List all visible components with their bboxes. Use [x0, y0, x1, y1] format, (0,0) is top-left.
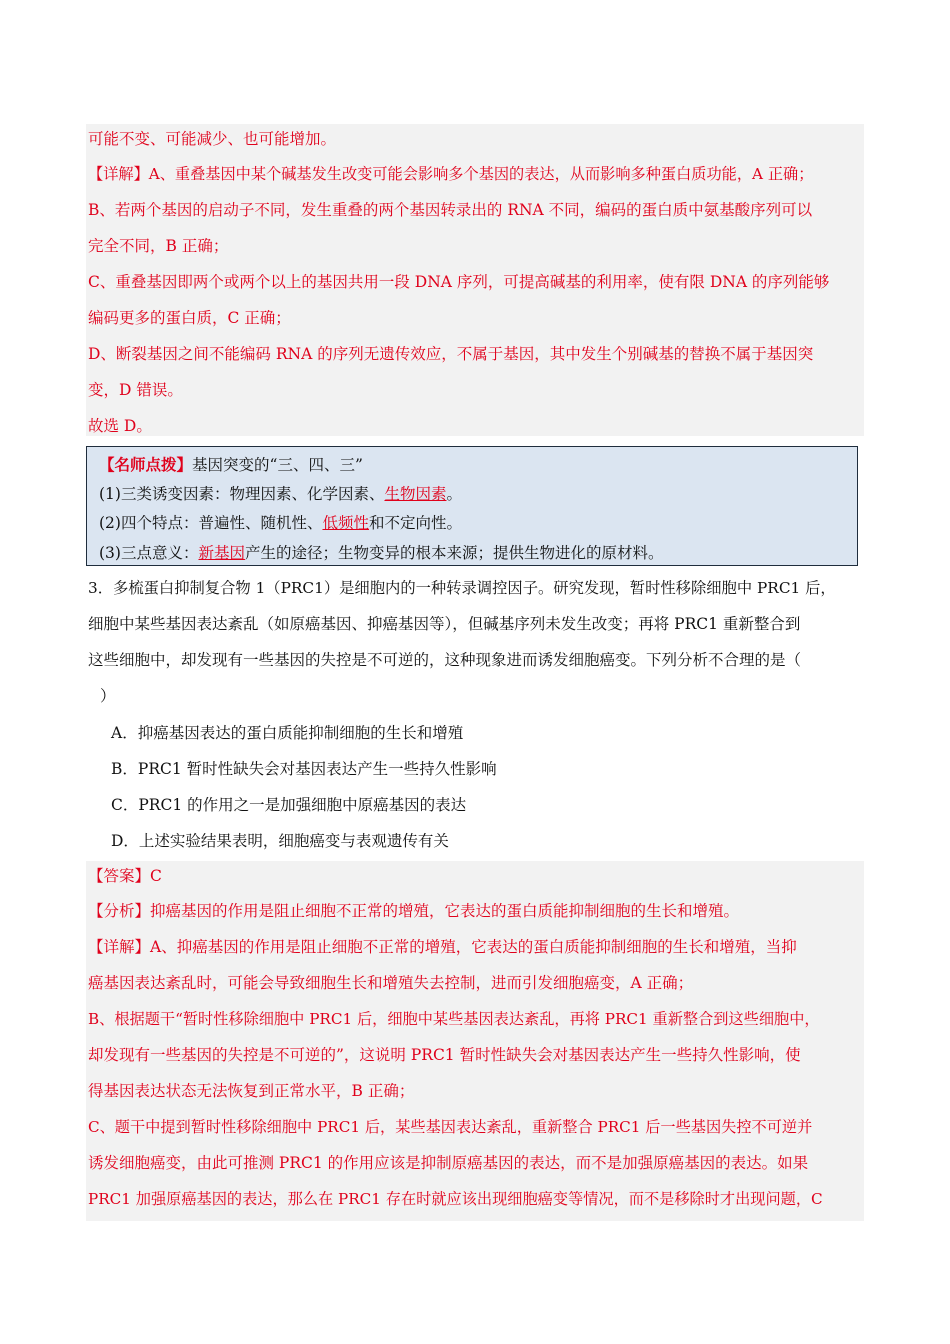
tip-keyword: 低频性 — [322, 514, 369, 532]
answer-line: 变，D 错误。 — [88, 381, 183, 399]
answer-line: 【分析】抑癌基因的作用是阻止细胞不正常的增殖，它表达的蛋白质能抑制细胞的生长和增殖。 — [88, 902, 740, 920]
answer-line: 癌基因表达紊乱时，可能会导致细胞生长和增殖失去控制，进而引发细胞癌变，A 正确； — [88, 974, 694, 992]
tip-text: (1)三类诱变因素：物理因素、化学因素、 — [99, 485, 385, 503]
answer-line: 诱发细胞癌变，由此可推测 PRC1 的作用应该是抑制原癌基因的表达，而不是加强原癌基因的表达。如果 — [88, 1154, 809, 1172]
answer-line: PRC1 加强原癌基因的表达，那么在 PRC1 存在时就应该出现细胞癌变等情况，而不是移除时才出现问题，C — [88, 1190, 823, 1208]
answer-line: 【详解】A、抑癌基因的作用是阻止细胞不正常的增殖，它表达的蛋白质能抑制细胞的生长和增殖，当抑 — [88, 938, 797, 956]
tip-keyword: 新基因 — [198, 544, 245, 562]
answer-line: D、断裂基因之间不能编码 RNA 的序列无遗传效应，不属于基因，其中发生个别碱基的替换不属于基因突 — [88, 345, 814, 363]
option-d: D．上述实验结果表明，细胞癌变与表观遗传有关 — [111, 832, 449, 850]
answer-line: B、若两个基因的启动子不同，发生重叠的两个基因转录出的 RNA 不同，编码的蛋白质中氨基酸序列可以 — [88, 201, 813, 219]
option-a: A．抑癌基因表达的蛋白质能抑制细胞的生长和增殖 — [111, 724, 464, 742]
tip-keyword: 生物因素 — [384, 485, 447, 503]
answer-line: 可能不变、可能减少、也可能增加。 — [88, 130, 337, 148]
tip-text: 产生的途径；生物变异的根本来源；提供生物进化的原材料。 — [244, 544, 664, 562]
question-stem-line: 这些细胞中，却发现有一些基因的失控是不可逆的，这种现象进而诱发细胞癌变。下列分析不合理的是（ — [88, 651, 802, 669]
tip-tag: 【名师点拨】 — [99, 455, 193, 474]
tip-text: (3)三点意义： — [99, 544, 199, 562]
answer-line: 故选 D。 — [88, 417, 152, 435]
tip-title-line — [99, 455, 363, 475]
tip-title: 基因突变的“三、四、三” — [192, 456, 363, 474]
answer-line: 【详解】A、重叠基因中某个碱基发生改变可能会影响多个基因的表达，从而影响多种蛋白质功能，A 正确； — [88, 165, 814, 183]
question-stem-line: 细胞中某些基因表达紊乱（如原癌基因、抑癌基因等），但碱基序列未发生改变；再将 PRC1 重新整合到 — [88, 615, 801, 633]
option-c: C．PRC1 的作用之一是加强细胞中原癌基因的表达 — [111, 796, 467, 814]
answer-line: 编码更多的蛋白质，C 正确； — [88, 309, 291, 327]
answer-line: 却发现有一些基因的失控是不可逆的”，这说明 PRC1 暂时性缺失会对基因表达产生一些持久性影响，使 — [88, 1046, 801, 1064]
tip-point-2 — [99, 513, 462, 533]
answer-line: 【答案】C — [88, 867, 162, 885]
question-stem-line: 3．多梳蛋白抑制复合物 1（PRC1）是细胞内的一种转录调控因子。研究发现，暂时性移除细胞中 PRC1 后， — [88, 579, 836, 597]
tip-point-3 — [99, 543, 664, 563]
answer-line: 得基因表达状态无法恢复到正常水平，B 正确； — [88, 1082, 415, 1100]
answer-line: C、题干中提到暂时性移除细胞中 PRC1 后，某些基因表达紊乱，重新整合 PRC1 后一些基因失控不可逆并 — [88, 1118, 813, 1136]
tip-point-1 — [99, 484, 462, 504]
tip-text: 。 — [446, 485, 462, 503]
answer-line: B、根据题干“暂时性移除细胞中 PRC1 后，细胞中某些基因表达紊乱，再将 PRC1 重新整合到这些细胞中， — [88, 1010, 820, 1028]
tip-text: (2)四个特点：普遍性、随机性、 — [99, 514, 323, 532]
question-stem-line: ） — [100, 687, 116, 705]
option-b: B．PRC1 暂时性缺失会对基因表达产生一些持久性影响 — [111, 760, 497, 778]
answer-line: C、重叠基因即两个或两个以上的基因共用一段 DNA 序列，可提高碱基的利用率，使有限 DNA 的序列能够 — [88, 273, 830, 291]
tip-text: 和不定向性。 — [368, 514, 462, 532]
teacher-tip-box — [86, 446, 858, 566]
answer-line: 完全不同，B 正确； — [88, 237, 229, 255]
